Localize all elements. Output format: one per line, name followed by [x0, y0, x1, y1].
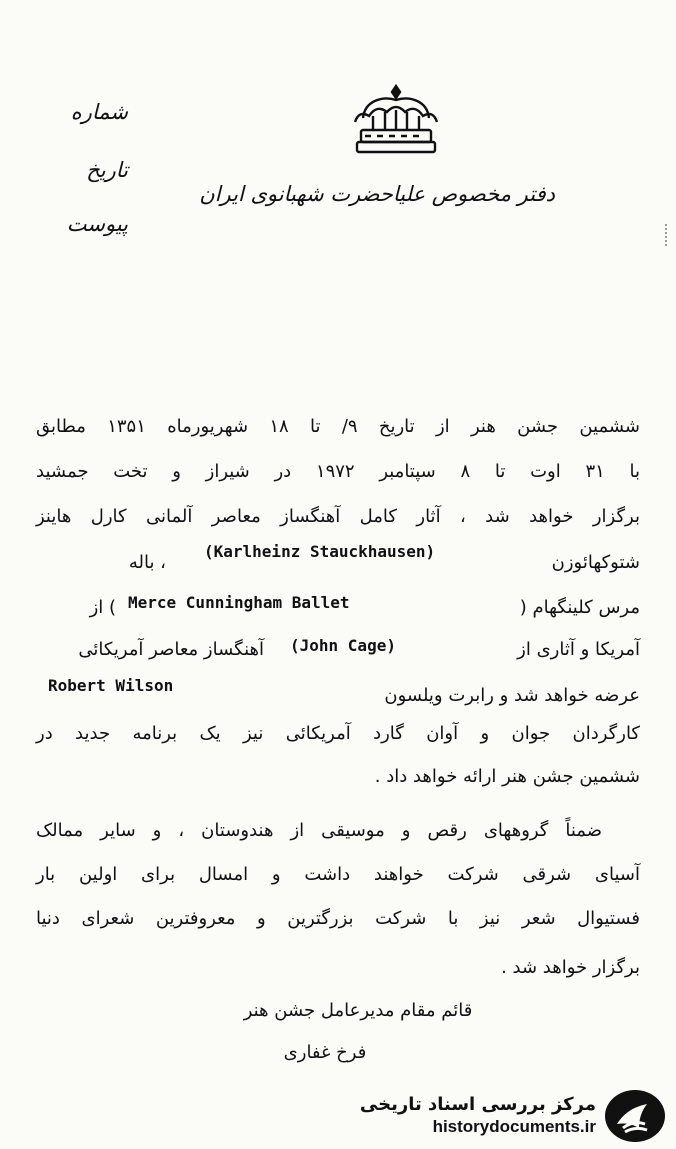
- watermark-title: مرکز بررسی اسناد تاریخی: [359, 1094, 596, 1115]
- latin-name-stockhausen: (Karlheinz Stauckhausen): [204, 542, 436, 561]
- body-line: عرضه خواهد شد و رابرت ویلسون: [384, 685, 640, 706]
- archive-logo-icon: [603, 1088, 667, 1144]
- latin-name-cage: (John Cage): [290, 636, 396, 655]
- body-line-fragment: شتوکهائوزن: [551, 552, 640, 573]
- body-line-fragment: ، باله: [128, 552, 166, 573]
- body-line-fragment: ) از: [89, 597, 116, 618]
- latin-name-cunningham: Merce Cunningham Ballet: [128, 593, 350, 612]
- body-line: برگزار خواهد شد .: [501, 957, 640, 978]
- watermark: [359, 1094, 596, 1137]
- body-line: کارگردان جوان و آوان گارد آمریکائی نیز یک برنامه جدید در: [36, 723, 640, 744]
- body-line-fragment: آهنگساز معاصر آمریکائی: [78, 639, 264, 660]
- office-header: دفتر مخصوص علیاحضرت شهبانوی ایران: [199, 182, 555, 206]
- signature-title: قائم مقام مدیرعامل جشن هنر: [243, 1000, 473, 1021]
- watermark-url: historydocuments.ir: [432, 1117, 596, 1136]
- crown-emblem-icon: [343, 82, 449, 162]
- signature-name: فرخ غفاری: [283, 1042, 367, 1063]
- body-line: برگزار خواهد شد ، آثار کامل آهنگساز معاصر آلمانی کارل هاینز: [36, 506, 640, 527]
- body-line: ششمین جشن هنر ارائه خواهد داد .: [374, 766, 640, 787]
- body-line: ضمناً گروههای رقص و موسیقی از هندوستان ، و سایر ممالک: [36, 820, 602, 841]
- body-line: فستیوال شعر نیز با شرکت بزرگترین و معروفترین شعرای دنیا: [36, 908, 640, 929]
- label-date: تاریخ: [86, 158, 128, 182]
- page-edge-mark: [665, 224, 673, 246]
- body-line: با ۳۱ اوت تا ۸ سپتامبر ۱۹۷۲ در شیراز و تخت جمشید: [36, 461, 640, 482]
- body-line-fragment: آمریکا و آثاری از: [517, 639, 640, 660]
- body-line: آسیای شرقی شرکت خواهند داشت و امسال برای اولین بار: [36, 864, 640, 885]
- label-number: شماره: [70, 100, 128, 124]
- body-line-fragment: مرس کلینگهام (: [519, 597, 640, 618]
- body-line: ششمین جشن هنر از تاریخ ۹/ تا ۱۸ شهریورماه ۱۳۵۱ مطابق: [36, 416, 640, 437]
- label-attachment: پیوست: [66, 212, 128, 236]
- latin-name-wilson: Robert Wilson: [48, 676, 174, 695]
